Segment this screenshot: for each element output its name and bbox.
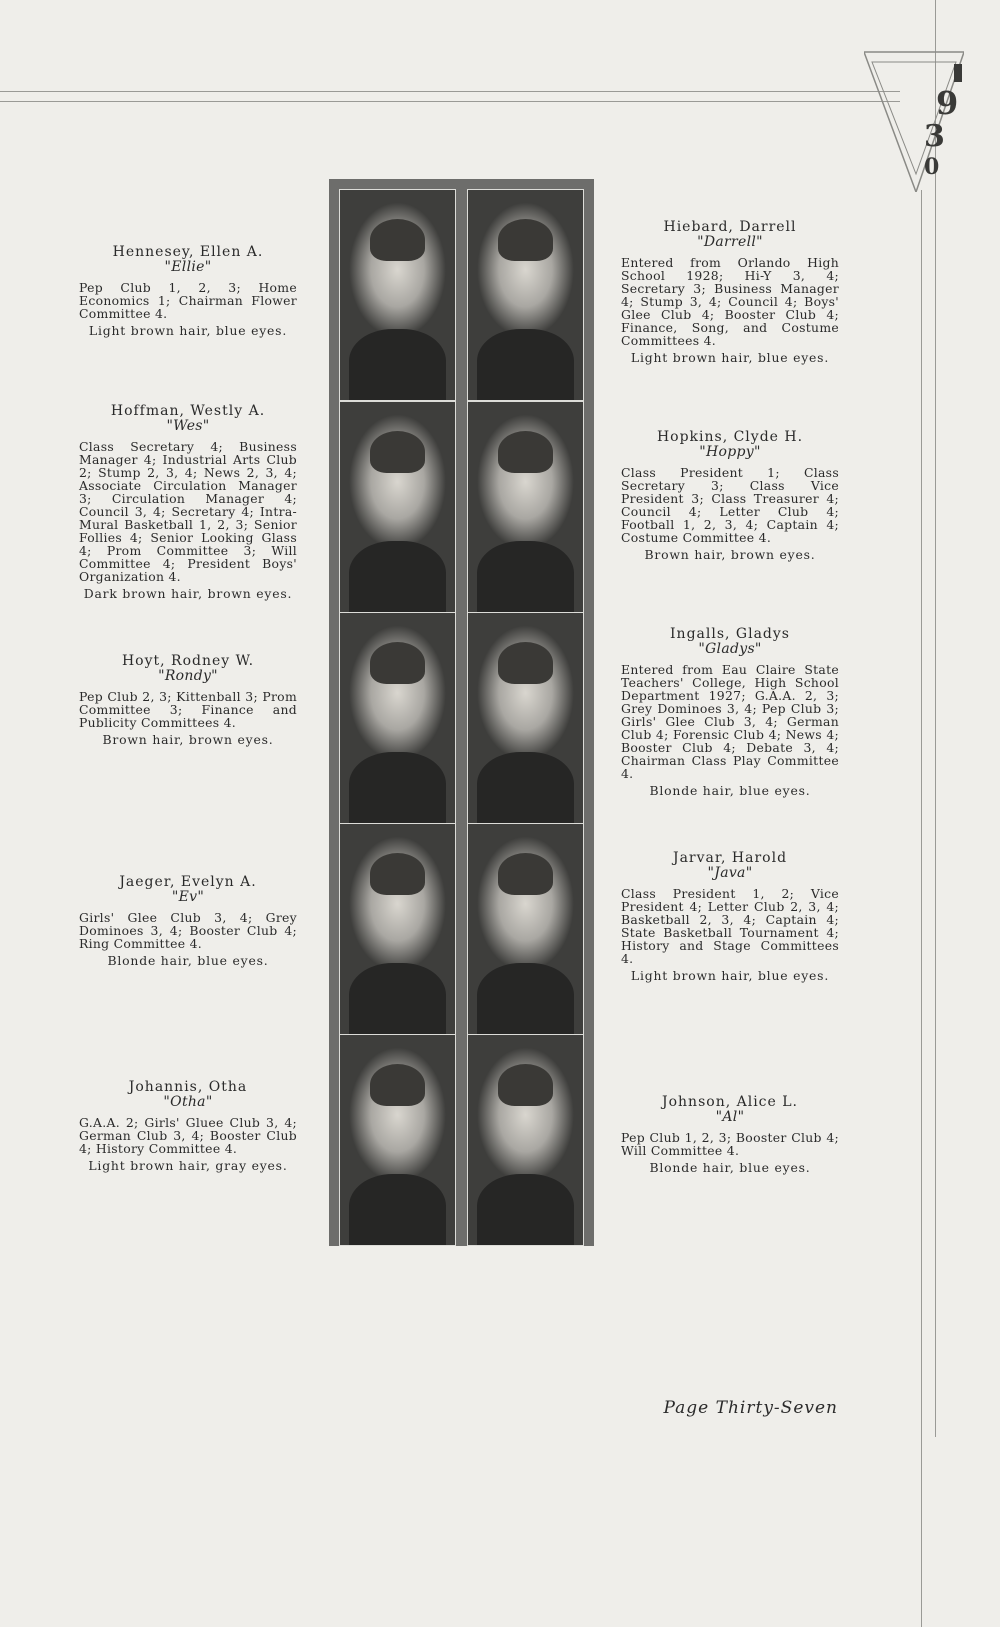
student-nickname: "Java" (707, 865, 753, 881)
student-activities: Pep Club 1, 2, 3; Booster Club 4; Will Committee 4. (621, 1130, 839, 1158)
student-name: Hiebard, Darrell (663, 219, 797, 235)
senior-entry (79, 874, 297, 967)
senior-entry (79, 653, 297, 746)
student-description: Brown hair, brown eyes. (102, 732, 274, 747)
student-activities: Entered from Orlando High School 1928; Hi-Y 3, 4; Secretary 3; Business Manager 4; Stump 3, 4; Council 4; Boys' Glee Club 4; Booster Club 4; Finance, Song, and Costume Committees 4. (621, 255, 839, 348)
student-nickname: "Darrell" (697, 234, 763, 250)
student-activities: Class Secretary 4; Business Manager 4; Industrial Arts Club 2; Stump 2, 3, 4; News 2, 3, 4; Associate Circulation Manager 3; Circulation Manager 4; Council 3, 4; Secretary 4; Intra-Mural Basketball 1, 2, 3; Senior Follies 4; Senior Looking Glass 4; Prom Committee 3; Will Committee 4; President Boys' Organization 4. (79, 439, 297, 584)
senior-entry (79, 244, 297, 337)
logo-digit-3: 0 (924, 154, 940, 180)
page-number: Page Thirty-Seven (663, 1398, 838, 1418)
student-nickname: "Gladys" (698, 641, 762, 657)
senior-entry (621, 1094, 839, 1174)
portrait-photo (339, 1034, 456, 1246)
student-nickname: "Al" (715, 1109, 745, 1125)
margin-rule-left (921, 190, 922, 1627)
header-rule-top (0, 91, 900, 92)
student-nickname: "Wes" (166, 418, 210, 434)
student-name: Johnson, Alice L. (662, 1094, 798, 1110)
portrait-photo (467, 612, 584, 824)
student-activities: Class President 1, 2; Vice President 4; Letter Club 2, 3, 4; Basketball 2, 3, 4; Captain 4; State Basketball Tournament 4; History and Stage Committees 4. (621, 886, 839, 966)
student-nickname: "Hoppy" (699, 444, 761, 460)
student-description: Light brown hair, blue eyes. (630, 968, 830, 983)
student-name: Johannis, Otha (128, 1079, 248, 1095)
student-description: Blonde hair, blue eyes. (649, 1160, 811, 1175)
portrait-photo (339, 401, 456, 613)
student-nickname: "Otha" (163, 1094, 213, 1110)
student-activities: Girls' Glee Club 3, 4; Grey Dominoes 3, 4; Booster Club 4; Ring Committee 4. (79, 910, 297, 951)
portrait-photo (467, 401, 584, 613)
portrait-photo (467, 1034, 584, 1246)
margin-rule-right (935, 0, 936, 1437)
student-description: Brown hair, brown eyes. (644, 547, 816, 562)
student-name: Jaeger, Evelyn A. (119, 874, 257, 890)
student-description: Light brown hair, gray eyes. (88, 1158, 288, 1173)
student-name: Hoyt, Rodney W. (121, 653, 255, 669)
student-name: Hoffman, Westly A. (110, 403, 266, 419)
portrait-photo (467, 189, 584, 401)
senior-entry (79, 1079, 297, 1172)
student-description: Light brown hair, blue eyes. (88, 323, 288, 338)
portrait-photo (339, 823, 456, 1035)
senior-entry (621, 219, 839, 364)
senior-entry (79, 403, 297, 600)
student-activities: Pep Club 1, 2, 3; Home Economics 1; Chairman Flower Committee 4. (79, 280, 297, 321)
portrait-photo (467, 823, 584, 1035)
student-activities: Entered from Eau Claire State Teachers' College, High School Department 1927; G.A.A. 2, 3; Grey Dominoes 3, 4; Pep Club 3; Girls' Glee Club 3, 4; German Club 4; Forensic Club 4; News 4; Booster Club 4; Debate 3, 4; Chairman Class Play Committee 4. (621, 662, 839, 781)
student-name: Hennesey, Ellen A. (112, 244, 264, 260)
senior-entry (621, 626, 839, 797)
logo-digit-1: 9 (936, 84, 959, 122)
header-rule-bottom (0, 101, 900, 102)
student-name: Jarvar, Harold (672, 850, 788, 866)
senior-entry (621, 850, 839, 982)
student-activities: G.A.A. 2; Girls' Gluee Club 3, 4; German Club 3, 4; Booster Club 4; History Committee 4. (79, 1115, 297, 1156)
year-1930-logo (864, 42, 964, 192)
student-name: Hopkins, Clyde H. (656, 429, 804, 445)
student-activities: Class President 1; Class Secretary 3; Class Vice President 3; Class Treasurer 4; Council 4; Letter Club 4; Football 1, 2, 3, 4; Captain 4; Costume Committee 4. (621, 465, 839, 545)
logo-digit-2: 3 (924, 119, 945, 154)
student-nickname: "Ev" (171, 889, 205, 905)
student-description: Blonde hair, blue eyes. (107, 953, 269, 968)
portrait-photo (339, 189, 456, 401)
senior-entry (621, 429, 839, 561)
student-nickname: "Ellie" (164, 259, 212, 275)
student-description: Blonde hair, blue eyes. (649, 783, 811, 798)
student-nickname: "Rondy" (158, 668, 218, 684)
student-description: Dark brown hair, brown eyes. (83, 586, 293, 601)
student-activities: Pep Club 2, 3; Kittenball 3; Prom Committee 3; Finance and Publicity Committees 4. (79, 689, 297, 730)
student-name: Ingalls, Gladys (670, 626, 790, 642)
portrait-strip (329, 179, 594, 1246)
portrait-photo (339, 612, 456, 824)
student-description: Light brown hair, blue eyes. (630, 350, 830, 365)
